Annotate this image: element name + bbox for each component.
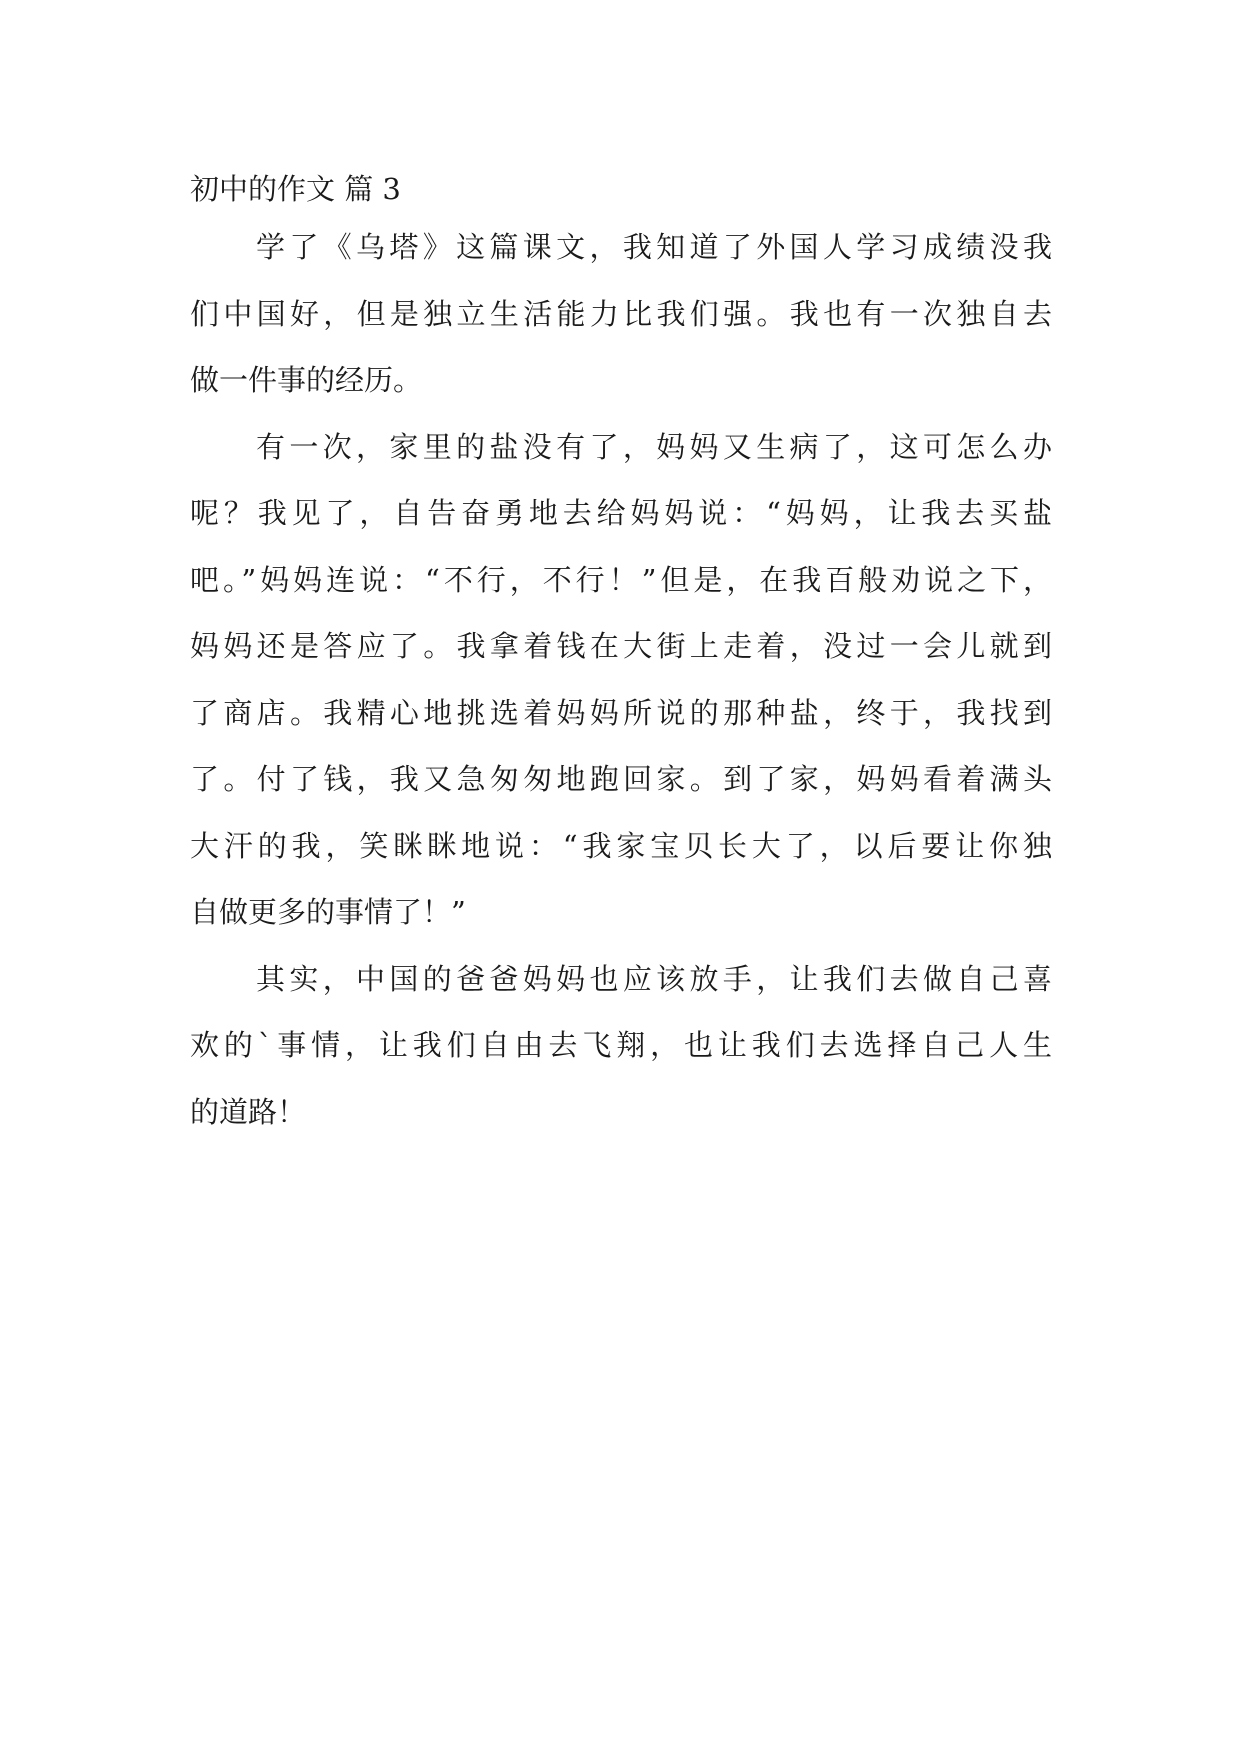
paragraph-2 — [190, 414, 1052, 946]
paragraph-line: 妈妈还是答应了。我拿着钱在大街上走着，没过一会儿就到 — [190, 629, 1052, 663]
paragraph-line: 自做更多的事情了！” — [190, 895, 466, 929]
paragraph-line: 了商店。我精心地挑选着妈妈所说的那种盐，终于，我找到 — [190, 695, 1052, 730]
paragraph-line: 吧。”妈妈连说：“不行，不行！”但是，在我百般劝说之下， — [190, 562, 1052, 597]
paragraph-1 — [190, 214, 1052, 414]
paragraph-line: 们中国好，但是独立生活能力比我们强。我也有一次独自去 — [190, 296, 1052, 331]
paragraph-line: 的道路！ — [190, 1094, 307, 1129]
document-title: 初中的作文 篇 3 — [190, 172, 401, 206]
paragraph-line: 学了《乌塔》这篇课文，我知道了外国人学习成绩没我 — [256, 230, 1052, 264]
paragraph-3 — [190, 946, 1052, 1146]
paragraph-line: 大汗的我，笑眯眯地说：“我家宝贝长大了，以后要让你独 — [190, 828, 1052, 863]
paragraph-line: 有一次，家里的盐没有了，妈妈又生病了，这可怎么办 — [256, 429, 1052, 464]
paragraph-line: 做一件事的经历。 — [190, 363, 423, 397]
paragraph-line: 欢的`事情，让我们自由去飞翔，也让我们去选择自己人生 — [190, 1028, 1052, 1062]
paragraph-line: 呢？我见了，自告奋勇地去给妈妈说：“妈妈，让我去买盐 — [190, 496, 1052, 530]
document-body — [190, 164, 1052, 1145]
paragraph-line: 了。付了钱，我又急匆匆地跑回家。到了家，妈妈看着满头 — [190, 762, 1052, 796]
paragraph-line: 其实，中国的爸爸妈妈也应该放手，让我们去做自己喜 — [256, 961, 1052, 996]
